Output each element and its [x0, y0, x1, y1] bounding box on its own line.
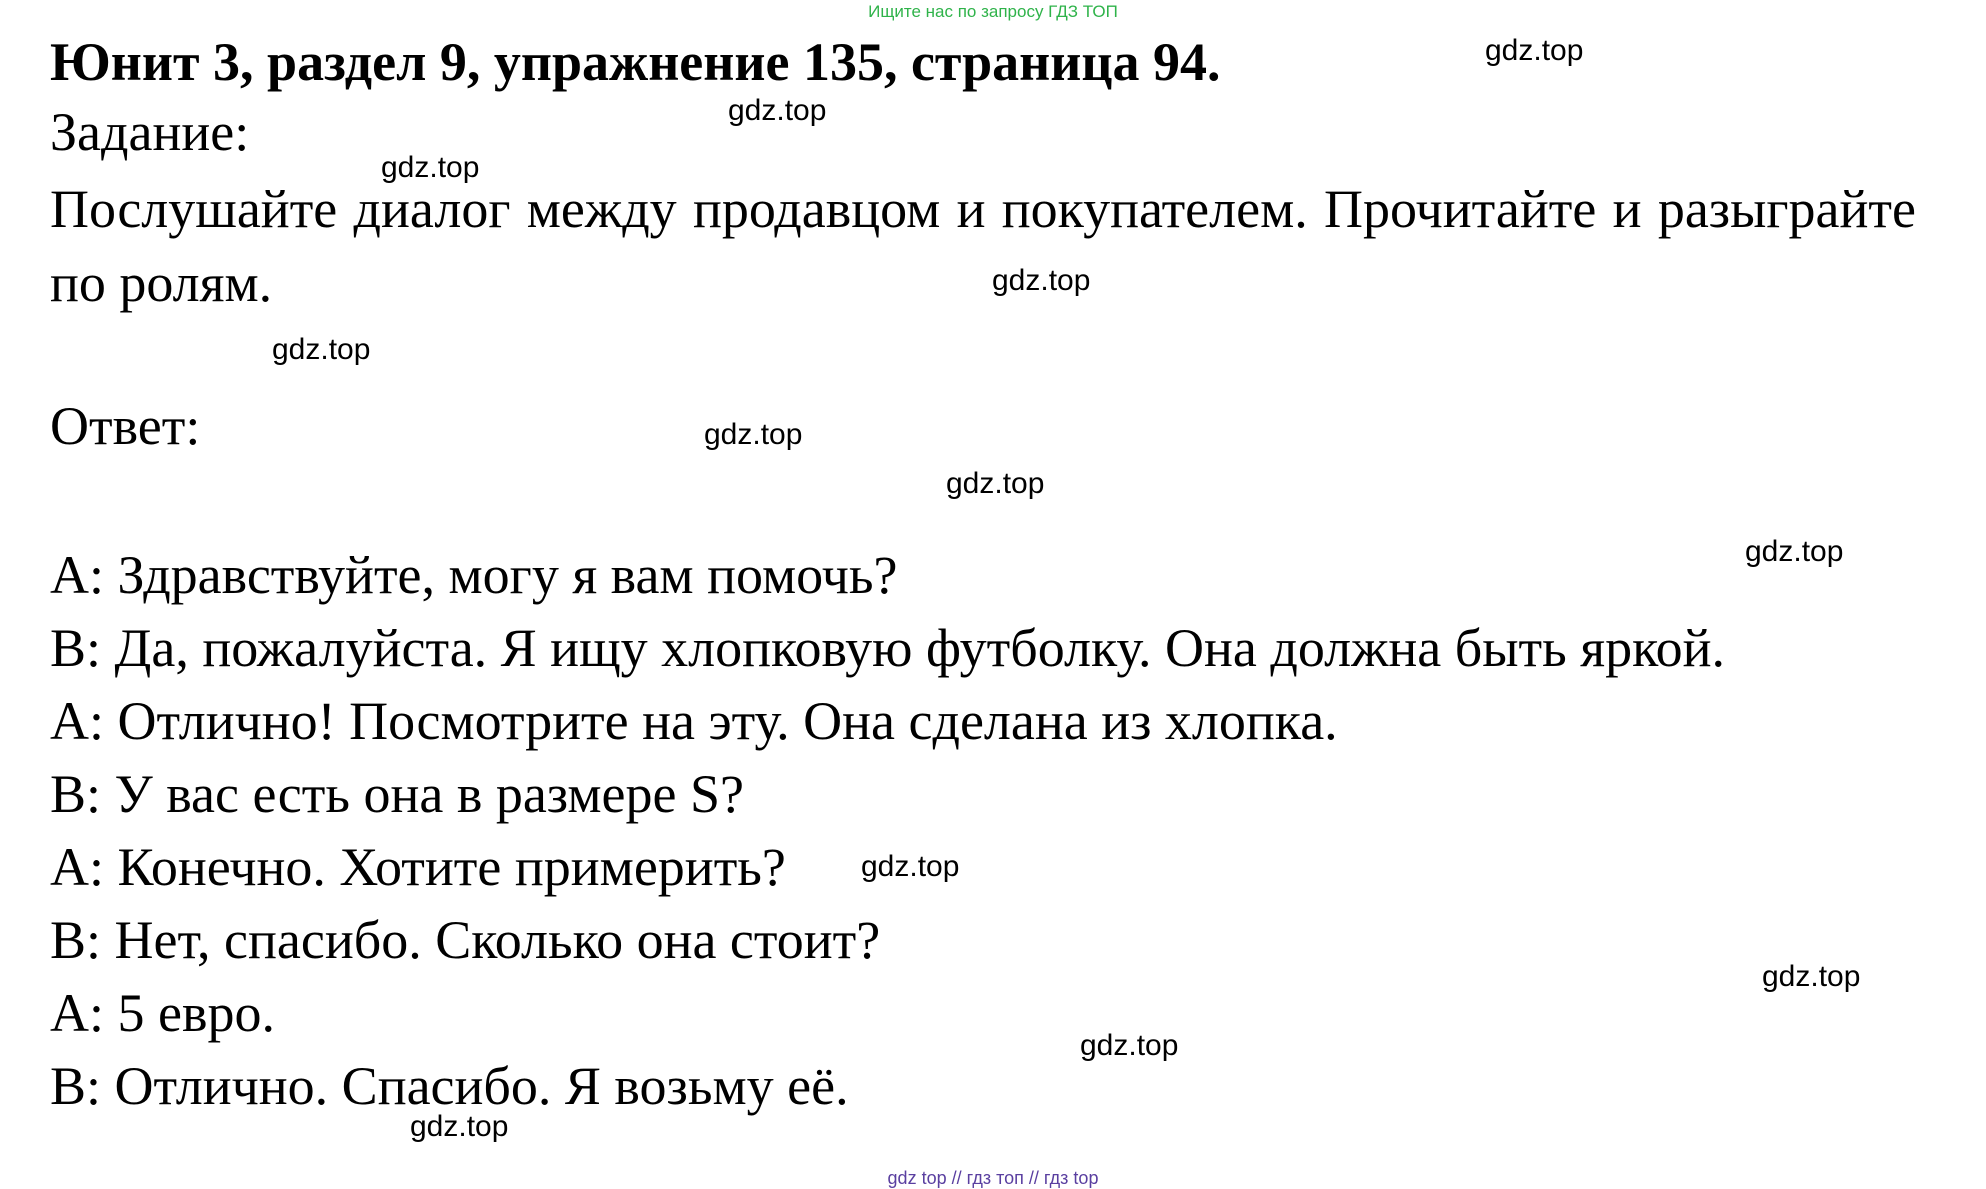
watermark: gdz.top: [410, 1110, 509, 1143]
watermark: gdz.top: [1745, 535, 1844, 568]
dialog-line: A: 5 евро.: [50, 983, 275, 1043]
answer-label: Ответ:: [50, 396, 201, 456]
watermark: gdz.top: [1762, 960, 1861, 993]
watermark: gdz.top: [1485, 34, 1584, 67]
dialog-line: B: Да, пожалуйста. Я ищу хлопковую футболку. Она должна быть яркой.: [50, 618, 1725, 678]
watermark: gdz.top: [381, 151, 480, 184]
dialog-line: B: Отлично. Спасибо. Я возьму её.: [50, 1056, 849, 1116]
watermark: gdz.top: [861, 850, 960, 883]
dialog-line: A: Конечно. Хотите примерить?: [50, 837, 786, 897]
task-label: Задание:: [50, 102, 250, 162]
footer-watermark: gdz top // гдз топ // гдз top: [887, 1168, 1099, 1188]
watermark: gdz.top: [1080, 1029, 1179, 1062]
exercise-heading: Юнит 3, раздел 9, упражнение 135, страница 94.: [50, 32, 1221, 92]
watermark: gdz.top: [728, 94, 827, 127]
dialog-line: B: Нет, спасибо. Сколько она стоит?: [50, 910, 881, 970]
dialog-line: B: У вас есть она в размере S?: [50, 764, 744, 824]
task-text: Послушайте диалог между продавцом и покупателем. Прочитайте и разыграйте по ролям.: [50, 179, 1916, 313]
dialog-line: A: Здравствуйте, могу я вам помочь?: [50, 545, 898, 605]
watermark: gdz.top: [946, 467, 1045, 500]
dialog-line: A: Отлично! Посмотрите на эту. Она сделана из хлопка.: [50, 691, 1338, 751]
watermark: gdz.top: [992, 264, 1091, 297]
dialog-list: [50, 539, 1725, 1123]
watermark: gdz.top: [272, 333, 371, 366]
watermark: gdz.top: [704, 418, 803, 451]
top-banner: Ищите нас по запросу ГДЗ ТОП: [868, 2, 1118, 21]
